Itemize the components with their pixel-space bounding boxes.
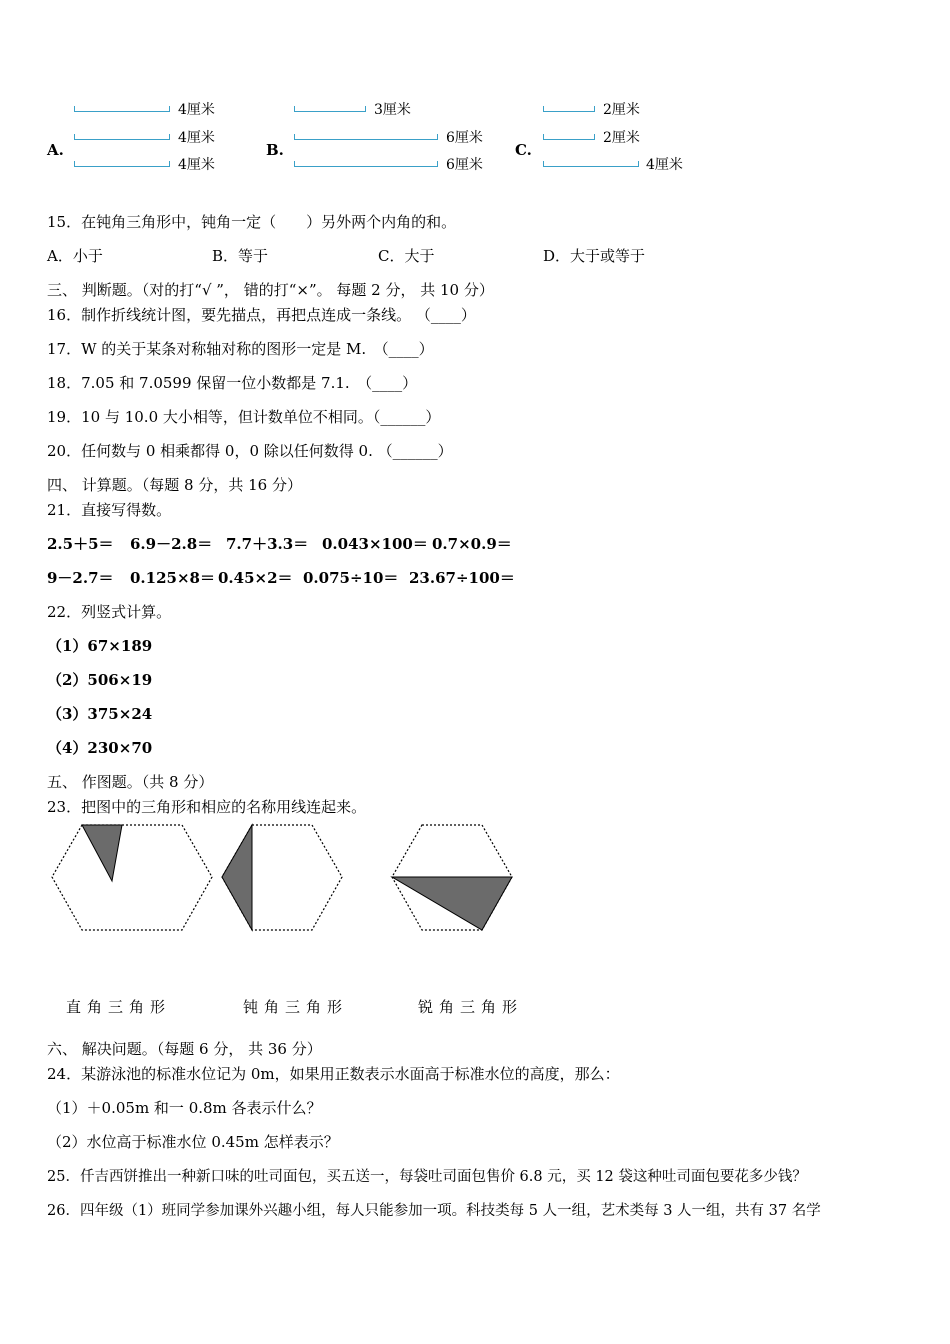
q15-option-d: D．大于或等于	[543, 247, 646, 265]
q17: 17．W 的关于某条对称轴对称的图形一定是 M. （____）	[47, 340, 434, 358]
segment-length: 2厘米	[603, 130, 640, 146]
label-right-triangle: 直角三角形	[66, 998, 172, 1016]
q25: 25．仟吉西饼推出一种新口味的吐司面包，买五送一，每袋吐司面包售价 6.8 元，买 12 袋这种吐司面包要花多少钱？	[47, 1169, 807, 1185]
q21-stem: 21．直接写得数。	[47, 501, 172, 519]
q24-stem: 24．某游泳池的标准水位记为 0m，如果用正数表示水面高于标准水位的高度，那么：	[47, 1065, 620, 1083]
segment	[543, 106, 595, 112]
calc-item: 23.67÷100＝	[409, 569, 515, 587]
q22-stem: 22．列竖式计算。	[47, 603, 172, 621]
segment-length: 6厘米	[446, 130, 483, 146]
section-3-heading: 三、 判断题。（对的打“√ ”， 错的打“×”。 每题 2 分， 共 10 分）	[47, 281, 494, 299]
hexagon-acute-triangle	[392, 825, 512, 930]
q20: 20．任何数与 0 相乘都得 0，0 除以任何数得 0. （______）	[47, 442, 453, 460]
q16: 16．制作折线统计图，要先描点，再把点连成一条线。 （____）	[47, 306, 476, 324]
q18: 18．7.05 和 7.0599 保留一位小数都是 7.1. （____）	[47, 374, 418, 392]
calc-item: 0.075÷10＝	[303, 569, 399, 587]
segment-length: 2厘米	[603, 102, 640, 118]
segment-length: 4厘米	[646, 157, 683, 173]
q22-item: （2）506×19	[47, 671, 153, 689]
q22-item: （4）230×70	[47, 739, 153, 757]
q22-item: （1）67×189	[47, 637, 153, 655]
segment	[74, 134, 170, 140]
label-obtuse-triangle: 钝角三角形	[243, 998, 349, 1016]
segment	[294, 134, 438, 140]
option-a-label: A.	[47, 141, 64, 159]
q15-stem: 15．在钝角三角形中，钝角一定（ ）另外两个内角的和。	[47, 213, 457, 231]
label-acute-triangle: 锐角三角形	[418, 998, 524, 1016]
q19: 19．10 与 10.0 大小相等，但计数单位不相同。（______）	[47, 408, 441, 426]
segment-length: 4厘米	[178, 157, 215, 173]
q15-option-a: A．小于	[47, 247, 103, 265]
section-4-heading: 四、 计算题。（每题 8 分，共 16 分）	[47, 476, 302, 494]
calc-item: 2.5＋5＝	[47, 535, 114, 553]
segment	[74, 161, 170, 167]
segment	[543, 134, 595, 140]
q15-option-b: B．等于	[212, 247, 269, 265]
segment-length: 4厘米	[178, 102, 215, 118]
calc-item: 0.043×100＝	[322, 535, 428, 553]
segment-length: 6厘米	[446, 157, 483, 173]
calc-item: 6.9－2.8＝	[130, 535, 213, 553]
calc-item: 7.7＋3.3＝	[226, 535, 309, 553]
calc-item: 0.7×0.9＝	[432, 535, 512, 553]
section-6-heading: 六、 解决问题。（每题 6 分， 共 36 分）	[47, 1040, 322, 1058]
segment	[74, 106, 170, 112]
segment	[543, 161, 639, 167]
hexagon-figures	[40, 815, 540, 945]
option-c-label: C.	[515, 141, 532, 159]
q22-item: （3）375×24	[47, 705, 153, 723]
section-5-heading: 五、 作图题。（共 8 分）	[47, 773, 214, 791]
q24-sub-2: （2）水位高于标准水位 0.45m 怎样表示？	[47, 1133, 339, 1151]
segment-length: 4厘米	[178, 130, 215, 146]
q23-stem: 23．把图中的三角形和相应的名称用线连起来。	[47, 798, 367, 816]
q24-sub-1: （1）＋0.05m 和一 0.8m 各表示什么？	[47, 1099, 322, 1117]
option-b-label: B.	[266, 141, 284, 159]
hexagon-right-triangle	[52, 825, 212, 930]
q26: 26．四年级（1）班同学参加课外兴趣小组，每人只能参加一项。科技类每 5 人一组，艺术类每 3 人一组，共有 37 名学	[47, 1203, 821, 1219]
q15-option-c: C．大于	[378, 247, 435, 265]
segment-length: 3厘米	[374, 102, 411, 118]
segment	[294, 106, 366, 112]
calc-item: 0.125×8＝	[130, 569, 215, 587]
hexagon-obtuse-triangle	[222, 825, 342, 930]
segment	[294, 161, 438, 167]
calc-item: 9－2.7＝	[47, 569, 114, 587]
calc-item: 0.45×2＝	[218, 569, 293, 587]
